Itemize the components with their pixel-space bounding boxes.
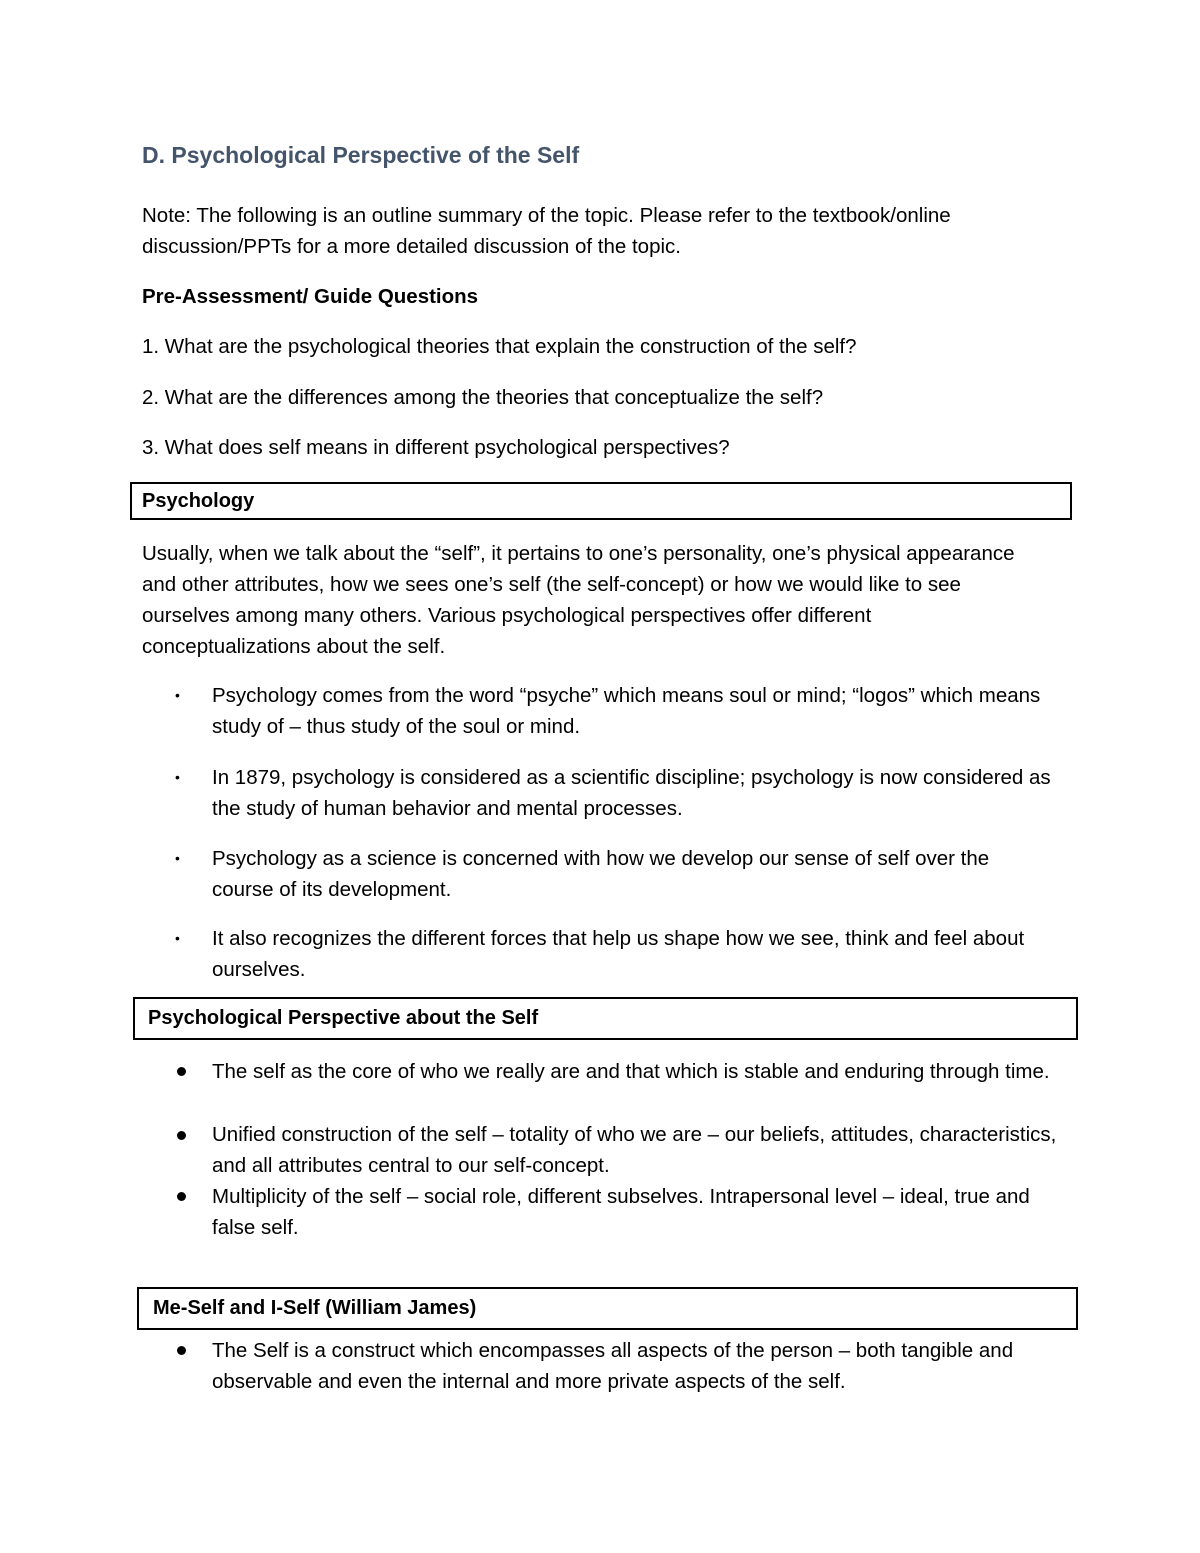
pre-assessment-heading: Pre-Assessment/ Guide Questions [142, 285, 479, 308]
section-heading-box [133, 997, 1078, 1040]
list-item: Psychology as a science is concerned with how we develop our sense of self over the course of its development. [212, 847, 990, 901]
list-item: It also recognizes the different forces that help us shape how we see, think and feel about ourselves. [212, 927, 1025, 981]
section-heading-box [130, 482, 1072, 520]
section-heading-box [137, 1287, 1078, 1330]
bullet-marker: • [175, 769, 180, 785]
list-item: Unified construction of the self – totality of who we are – our beliefs, attitudes, characteristics, and all attributes central to our self-concept. [212, 1123, 1057, 1177]
bullet-marker: • [175, 930, 180, 946]
bullet-marker [177, 1067, 186, 1076]
list-item: In 1879, psychology is considered as a scientific discipline; psychology is now considered as the study of human behavior and mental processes. [212, 766, 1051, 820]
psychology-paragraph: Usually, when we talk about the “self”, it pertains to one’s personality, one’s physical appearance and other attributes, how we sees one’s self (the self-concept) or how we would like to see ourselves among many others. Various psychological perspectives offer different conceptualizations about the self. [142, 542, 1015, 658]
question-item: 2. What are the differences among the theories that conceptualize the self? [142, 386, 824, 409]
list-item: The Self is a construct which encompasses all aspects of the person – both tangible and observable and even the internal and more private aspects of the self. [212, 1339, 1014, 1393]
bullet-marker [177, 1346, 186, 1355]
list-item: Multiplicity of the self – social role, different subselves. Intrapersonal level – ideal, true and false self. [212, 1185, 1030, 1239]
bullet-marker [177, 1192, 186, 1201]
list-item: The self as the core of who we really are and that which is stable and enduring through time. [212, 1060, 1050, 1083]
section-heading-perspective: Psychological Perspective about the Self [148, 1007, 539, 1029]
list-item: Psychology comes from the word “psyche” which means soul or mind; “logos” which means study of – thus study of the soul or mind. [212, 684, 1041, 738]
bullet-marker: • [175, 850, 180, 866]
section-heading-james: Me-Self and I-Self (William James) [153, 1297, 477, 1319]
question-item: 1. What are the psychological theories that explain the construction of the self? [142, 335, 857, 358]
page-title: D. Psychological Perspective of the Self [142, 142, 580, 168]
note-paragraph: Note: The following is an outline summary of the topic. Please refer to the textbook/online discussion/PPTs for a more detailed discussion of the topic. [142, 204, 951, 258]
bullet-marker [177, 1131, 186, 1140]
bullet-marker: • [175, 687, 180, 703]
section-heading-psychology: Psychology [142, 489, 255, 512]
question-item: 3. What does self means in different psychological perspectives? [142, 436, 730, 459]
